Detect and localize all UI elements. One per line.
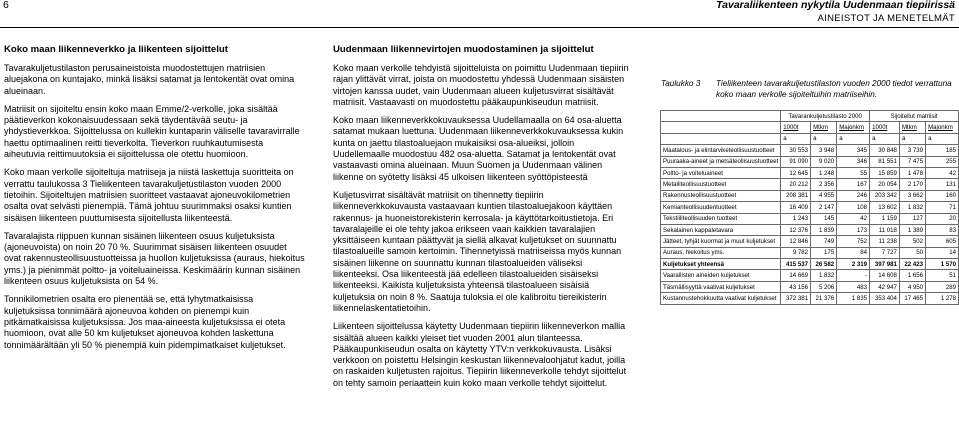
table-cell: 4 950 <box>899 281 925 292</box>
table-unit-sub: a <box>899 133 925 144</box>
table-group-header: Sijoitellut matriisit <box>870 111 959 122</box>
table-units-row <box>661 122 959 133</box>
left-paragraph: Tonnikilometrien osalta ero pienentää se, että lyhytmatkaisissa kuljetuksissa tonnimäärä ajoneuvoa kohden on pienempi kuin pitkämatkaisissa kuljetuksissa. Jos maa-aineesta kuljetuksissa ei oteta huomioon, ovat alle 50 km kuljetukset ajoneuvoa kohden laskettuna tonnimäärältään yli 50 % pienempiä kuin pidempimatkaiset kuljetukset. <box>4 294 286 350</box>
table-row <box>661 202 959 213</box>
table-units-sub-row <box>661 133 959 144</box>
running-title: Tavaraliikenteen nykytila Uudenmaan tiepiirissä <box>716 0 955 11</box>
table-cell: 71 <box>926 202 959 213</box>
table-cell: 185 <box>926 145 959 156</box>
table-cell: 2 170 <box>899 179 925 190</box>
table-row-label: Rakennusteollisuustuotteet <box>661 190 781 201</box>
table-cell: 15 859 <box>870 167 900 178</box>
table-caption-label: Taulukko 3 <box>661 79 701 88</box>
table-cell: 1 839 <box>811 224 837 235</box>
table-cell: 208 381 <box>781 190 811 201</box>
table-cell: 1 243 <box>781 213 811 224</box>
table-cell: 1 835 <box>837 293 870 304</box>
table-cell: 7 727 <box>870 247 900 258</box>
left-paragraph: Tavarakuljetustilaston perusaineistoista muodostettujen matriisien aluejakona on kuntajako, minkä lisäksi satamat ja lentokentät ovat omina alueinaan. <box>4 63 295 96</box>
table-row <box>661 293 959 304</box>
table-cell: 255 <box>926 156 959 167</box>
table-body <box>661 145 959 304</box>
table-cell: 26 582 <box>811 259 837 270</box>
table-cell: 1 656 <box>899 270 925 281</box>
table-row-label: Poltto- ja voiteluaineet <box>661 167 781 178</box>
table-cell: 12 846 <box>781 236 811 247</box>
table-cell: 605 <box>926 236 959 247</box>
middle-column <box>333 44 631 396</box>
table-cell: 42 <box>837 213 870 224</box>
table-cell: 81 551 <box>870 156 900 167</box>
table-row-label: Täsmällisyyttä vaativat kuljetukset <box>661 281 781 292</box>
table-cell: 13 602 <box>870 202 900 213</box>
table-cell: 372 381 <box>781 293 811 304</box>
table-row <box>661 213 959 224</box>
table-units-sub-corner <box>661 133 781 144</box>
table-unit-header: Mtkm <box>899 122 925 133</box>
left-heading: Koko maan liikenneverkko ja liikenteen sijoittelut <box>4 44 228 55</box>
table-cell: 1 159 <box>870 213 900 224</box>
table-cell: 43 156 <box>781 281 811 292</box>
table-cell: 397 981 <box>870 259 900 270</box>
table-cell: 42 947 <box>870 281 900 292</box>
table-cell: 3 662 <box>899 190 925 201</box>
table-cell: 345 <box>837 145 870 156</box>
table-cell: 16 409 <box>781 202 811 213</box>
header-rule <box>0 27 959 28</box>
table-row <box>661 236 959 247</box>
table-cell: 246 <box>837 190 870 201</box>
table-unit-sub: a <box>811 133 837 144</box>
table-row <box>661 179 959 190</box>
table-group-header-row <box>661 111 959 122</box>
table-cell: 21 376 <box>811 293 837 304</box>
table-unit-sub: a <box>781 133 811 144</box>
table-row <box>661 167 959 178</box>
table-cell: 3 739 <box>899 145 925 156</box>
table-corner-cell <box>661 111 781 122</box>
table-row <box>661 190 959 201</box>
table-cell: 415 537 <box>781 259 811 270</box>
table-unit-header: 1000t <box>781 122 811 133</box>
table-unit-sub: a <box>926 133 959 144</box>
table-cell: 1 832 <box>811 270 837 281</box>
table-unit-header: Majonkm <box>926 122 959 133</box>
table-caption <box>661 79 957 100</box>
table-cell: 3 948 <box>811 145 837 156</box>
table-row <box>661 156 959 167</box>
table-cell: 203 342 <box>870 190 900 201</box>
table-cell: 91 090 <box>781 156 811 167</box>
table-row <box>661 259 959 270</box>
left-paragraph: Koko maan verkolle sijoiteltuja matriiseja ja niistä laskettuja suoritteita on verrattu taulukossa 3 Tieliikenteen tavarakuljetustilaston vuoden 2000 tietoihin. Sijoiteltujen matriisien suoritteet vastaavat ajoneuvokilometrien osalta ovat selvästi pienempiä. Tämä johtuu suurimmaksi osaksi kuntien sisäisen liikenteen puuttumisesta sijoitellusta liikenteestä. <box>4 167 294 223</box>
table-row-label: Sekalainen kappaletavara <box>661 224 781 235</box>
table-row-label: Auraus, hiekoitus yms. <box>661 247 781 258</box>
table-cell: 483 <box>837 281 870 292</box>
table-cell: 353 404 <box>870 293 900 304</box>
table-cell: 20 212 <box>781 179 811 190</box>
table-cell: 173 <box>837 224 870 235</box>
table-row <box>661 224 959 235</box>
table-cell: 127 <box>899 213 925 224</box>
table-cell: 1 570 <box>926 259 959 270</box>
table-row-label: Tekstiiliteollisuuden tuotteet <box>661 213 781 224</box>
table-units-corner <box>661 122 781 133</box>
table-row-label: Kuljetukset yhteensä <box>661 259 781 270</box>
table-cell: 20 054 <box>870 179 900 190</box>
table-row-label: Vaarallisten aineiden kuljetukset <box>661 270 781 281</box>
middle-paragraph: Koko maan verkolle tehdyistä sijoitteluista on poimittu Uudenmaan tiepiirin rajan ylittävät virrat, joista on muodostettu yhdessä Uudenmaan sisäisten virtojen kanssa uudet, vain Uudenmaan alueen kuljetusvirrat sisältävät matriisit. Vastaavasti on muodostettu pääkaupunkiseudun matriisit. <box>333 63 629 107</box>
table-caption-text: Tieliikenteen tavarakuljetustilaston vuoden 2000 tiedot verrattuna koko maan verkolle sijoiteltuihin matriiseihin. <box>716 79 952 99</box>
table-cell: 12 376 <box>781 224 811 235</box>
table-row-label: Metalliteollisuustuotteet <box>661 179 781 190</box>
table-unit-header: Majonkm <box>837 122 870 133</box>
table-cell: 108 <box>837 202 870 213</box>
table-cell: 11 018 <box>870 224 900 235</box>
table-cell: 2 147 <box>811 202 837 213</box>
table-row <box>661 281 959 292</box>
table-row <box>661 270 959 281</box>
table-cell: 145 <box>811 213 837 224</box>
table-row-label: Puuraaka-aineet ja metsäteollisuustuotteet <box>661 156 781 167</box>
table-cell: 42 <box>926 167 959 178</box>
table-unit-sub: a <box>837 133 870 144</box>
table-row-label: Maatalous- ja elintarviketeollisuustuotteet <box>661 145 781 156</box>
table-cell: 502 <box>899 236 925 247</box>
table-cell: 14 669 <box>781 270 811 281</box>
table-cell: 289 <box>926 281 959 292</box>
table-cell: 160 <box>926 190 959 201</box>
table-row <box>661 145 959 156</box>
table-cell: 30 553 <box>781 145 811 156</box>
table-cell: 50 <box>899 247 925 258</box>
table-cell: 14 608 <box>870 270 900 281</box>
left-column <box>4 44 305 358</box>
table-cell: 1 832 <box>899 202 925 213</box>
table-cell: 1 389 <box>899 224 925 235</box>
table-cell: 167 <box>837 179 870 190</box>
table-row-label: Kemianteollisuudentuotteet <box>661 202 781 213</box>
table-cell: 1 478 <box>899 167 925 178</box>
data-table <box>660 110 959 305</box>
table-cell: 752 <box>837 236 870 247</box>
table-cell: 30 848 <box>870 145 900 156</box>
table-unit-sub: a <box>870 133 900 144</box>
table-group-header: Tavarankuljetustilasto 2000 <box>781 111 870 122</box>
table-cell: 9 020 <box>811 156 837 167</box>
table-cell: 51 <box>926 270 959 281</box>
page-number: 6 <box>3 0 9 11</box>
table-cell: 14 <box>926 247 959 258</box>
table-cell: 346 <box>837 156 870 167</box>
table-cell: 749 <box>811 236 837 247</box>
table-cell: 83 <box>926 224 959 235</box>
table-row <box>661 247 959 258</box>
table-cell: 5 206 <box>811 281 837 292</box>
table-unit-header: Mtkm <box>811 122 837 133</box>
table-cell: 84 <box>837 247 870 258</box>
table-cell: 20 <box>926 213 959 224</box>
table-row-label: Kustannustehokkuutta vaativat kuljetukset <box>661 293 781 304</box>
table-cell: 7 475 <box>899 156 925 167</box>
middle-heading: Uudenmaan liikennevirtojen muodostaminen ja sijoittelut <box>333 44 594 55</box>
middle-paragraph: Liikenteen sijoittelussa käytetty Uudenmaan tiepiirin liikenneverkon mallia sisältää alueen kaikki yleiset tiet vuoden 2001 alun tilanteessa. Pääkaupunkiseudun osalta on käytetty YTV:n verkkokuvausta. Lisäksi verkkoon on poistettu Helsingin keskustan liikennevaloohjatut kadut, joilla on raskaiden kuljetusten rajoitus. Tiepiirin liikenneverkolle tehdyt sijoittelut on tehty samoin periaattein kuin koko maan verkolle tehdyt sijoittelut. <box>333 321 627 388</box>
table-cell: 17 465 <box>899 293 925 304</box>
table-cell: 1 278 <box>926 293 959 304</box>
table-cell: 4 955 <box>811 190 837 201</box>
running-section: AINEISTOT JA MENETELMÄT <box>817 13 955 24</box>
table-cell: 2 319 <box>837 259 870 270</box>
table-cell: 1 248 <box>811 167 837 178</box>
table-cell: 175 <box>811 247 837 258</box>
table-cell: 131 <box>926 179 959 190</box>
table-cell: 2 356 <box>811 179 837 190</box>
table-row-label: Jätteet, tyhjät kuormat ja muut kuljetukset <box>661 236 781 247</box>
table-cell: 11 238 <box>870 236 900 247</box>
table-unit-header: 1000t <box>870 122 900 133</box>
left-paragraph: Tavaralajista riippuen kunnan sisäinen liikenteen osuus kuljetuksista (ajoneuvoista) on noin 20 70 %. Suurimmat sisäisen liikenteen osuudet ovat rakennusteollisuustuotteissa ja huollon kuljetuksissa (auraus, hiekoitus yms.) ja pienimmät poltto- ja voiteluaineissa. Keskimäärin kunnan sisäinen liikenteen osuus kuljetuksista on 54 %. <box>4 230 305 287</box>
left-paragraph: Matriisit on sijoiteltu ensin koko maan Emme/2-verkolle, joka sisältää päätieverkon kokonaisuudessaan sekä täydentävää seutu- ja yhdystieverkkoa. Sijoittelussa on kullekin kuntaparin väliselle tavaravirralle haettu optimaalinen reitti tieverkolta. Tieverkon ruuhkautumisesta aiheutuvia reittimuutoksia ei sijoittelussa ole otettu huomioon. <box>4 103 300 160</box>
middle-paragraph: Koko maan liikenneverkkokuvauksessa Uudellamaalla on 64 osa-aluetta satamat mukaan luettuna. Uudenmaan liikenneverkkokuvauksessa kukin kunta on jaettu tilastoaluejaon mukaisiksi osa-alueiksi, jolloin Uudellemaalle muodostuu 482 osa-aluetta. Satamat ja lentokentät ovat vastaavasti omina alueinaan. Muun Suomen ja Uudenmaan välinen liikenne on syötetty lisäksi 45 ulkoisen liikenteen syöttöpisteestä <box>333 115 624 182</box>
table-cell: 55 <box>837 167 870 178</box>
table-cell: 9 782 <box>781 247 811 258</box>
table-cell: 22 423 <box>899 259 925 270</box>
table-cell: 12 645 <box>781 167 811 178</box>
table-cell: - <box>837 270 870 281</box>
middle-paragraph: Kuljetusvirrat sisältävät matriisit on tihennetty tiepiirin liikenneverkkokuvausta vastaavaan kuntien tilastoaluejakoon käyttäen rakennus- ja huoneistorekisterin kerrosala- ja käyttötarkoitustietoja. Eri tavaralajeille ei ole tehty jakoa erikseen vaan kaikkien tavaralajien yksittäiseen kuntaan päättyvät ja siellä alkavat kuljetukset on suunnattu tilastoalueille samoin kertoimin. Tihennetyissä matriiseissa myös kunnan sisäinen liikenne on suunnattu kunnan tilastoalueiden väliseksi liikenteeksi. Osa liikenteestä jää edelleen tilastoalueiden sisäiseksi liikenteeksi. Kaikista kuljetuksista yhteensä tilastoalueen sisäisiä kuljetuksia on noin 8 %. Saatuja tuloksia ei ole kalibroitu tiereikisterin liikennelaskentatietoihin. <box>333 189 622 313</box>
